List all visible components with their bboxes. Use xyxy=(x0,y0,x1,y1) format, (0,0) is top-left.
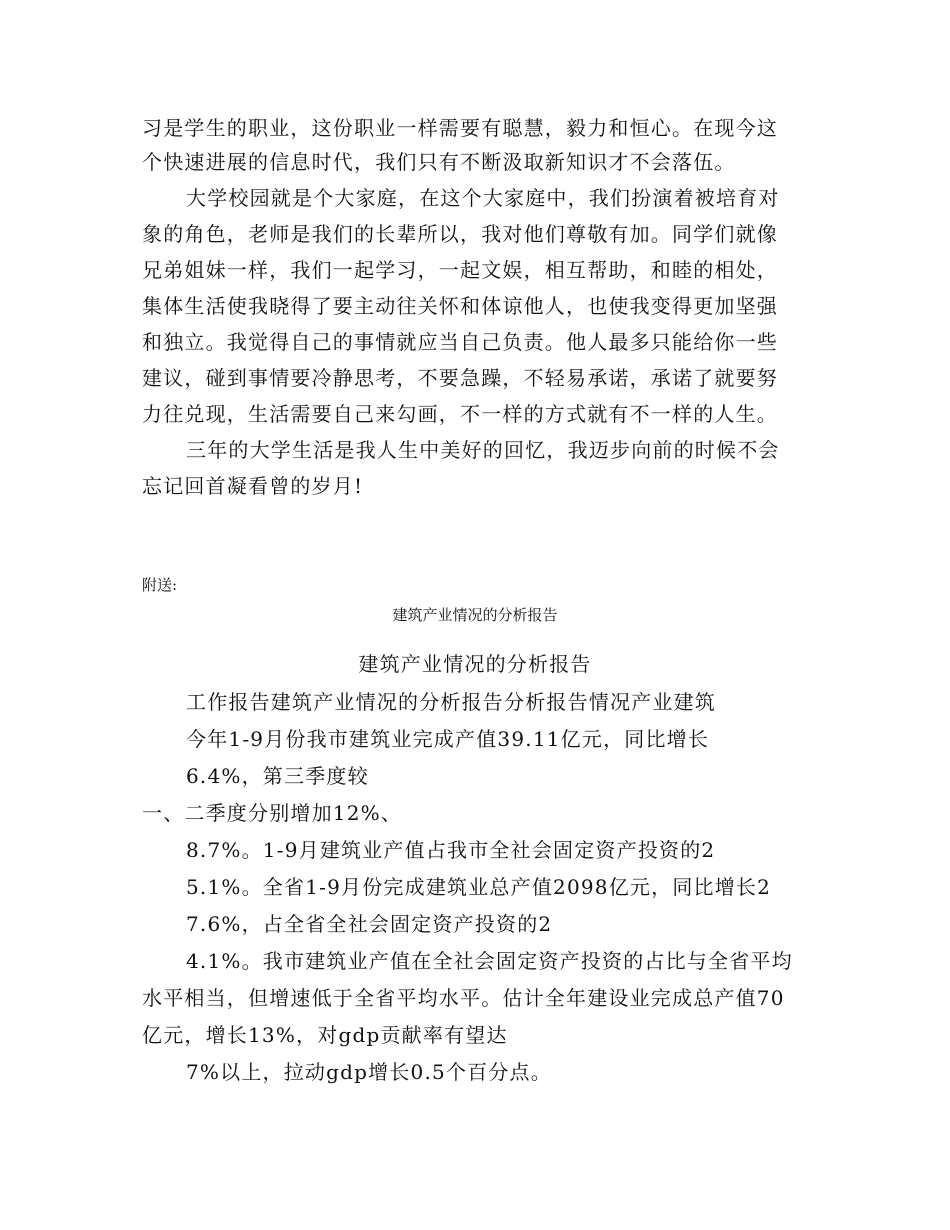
report-line: 8.7%。1-9月建筑业产值占我市全社会固定资产投资的2 xyxy=(186,838,716,862)
essay-line: 集体生活使我晓得了要主动往关怀和体谅他人，也使我变得更加坚强 xyxy=(142,294,778,318)
essay-line: 三年的大学生活是我人生中美好的回忆，我迈步向前的时候不会 xyxy=(186,438,780,462)
essay-line: 建议，碰到事情要冷静思考，不要急躁，不轻易承诺，承诺了就要努 xyxy=(142,366,778,390)
essay-line: 忘记回首凝看曾的岁月! xyxy=(142,474,364,498)
essay-line: 力往兑现，生活需要自己来勾画，不一样的方式就有不一样的人生。 xyxy=(142,402,778,426)
report-line: 今年1-9月份我市建筑业完成产值39.11亿元，同比增长 xyxy=(186,727,710,751)
report-line: 水平相当，但增速低于全省平均水平。估计全年建设业完成总产值70 xyxy=(142,986,785,1010)
appendix-small-title: 建筑产业情况的分析报告 xyxy=(392,606,558,624)
report-line: 7.6%，占全省全社会固定资产投资的2 xyxy=(186,912,553,936)
essay-line: 和独立。我觉得自己的事情就应当自己负责。他人最多只能给你一些 xyxy=(142,330,778,354)
essay-line: 个快速进展的信息时代，我们只有不断汲取新知识才不会落伍。 xyxy=(142,150,736,174)
appendix-title: 建筑产业情况的分析报告 xyxy=(358,652,592,676)
report-line: 5.1%。全省1-9月份完成建筑业总产值2098亿元，同比增长2 xyxy=(186,875,772,899)
report-line: 亿元，增长13%，对gdp贡献率有望达 xyxy=(142,1023,508,1047)
essay-line: 习是学生的职业，这份职业一样需要有聪慧，毅力和恒心。在现今这 xyxy=(142,116,778,140)
essay-line: 大学校园就是个大家庭，在这个大家庭中，我们扮演着被培育对 xyxy=(186,186,780,210)
report-line: 4.1%。我市建筑业产值在全社会固定资产投资的占比与全省平均 xyxy=(186,949,793,973)
essay-line: 兄弟姐妹一样，我们一起学习，一起文娱，相互帮助，和睦的相处， xyxy=(142,258,778,282)
essay-line: 象的角色，老师是我们的长辈所以，我对他们尊敬有加。同学们就像 xyxy=(142,222,778,246)
report-line: 工作报告建筑产业情况的分析报告分析报告情况产业建筑 xyxy=(186,690,716,714)
report-line: 6.4%，第三季度较 xyxy=(186,764,369,788)
report-line: 一、二季度分别增加12%、 xyxy=(142,801,403,825)
appendix-label: 附送: xyxy=(142,576,178,594)
report-line: 7%以上，拉动gdp增长0.5个百分点。 xyxy=(186,1060,552,1084)
